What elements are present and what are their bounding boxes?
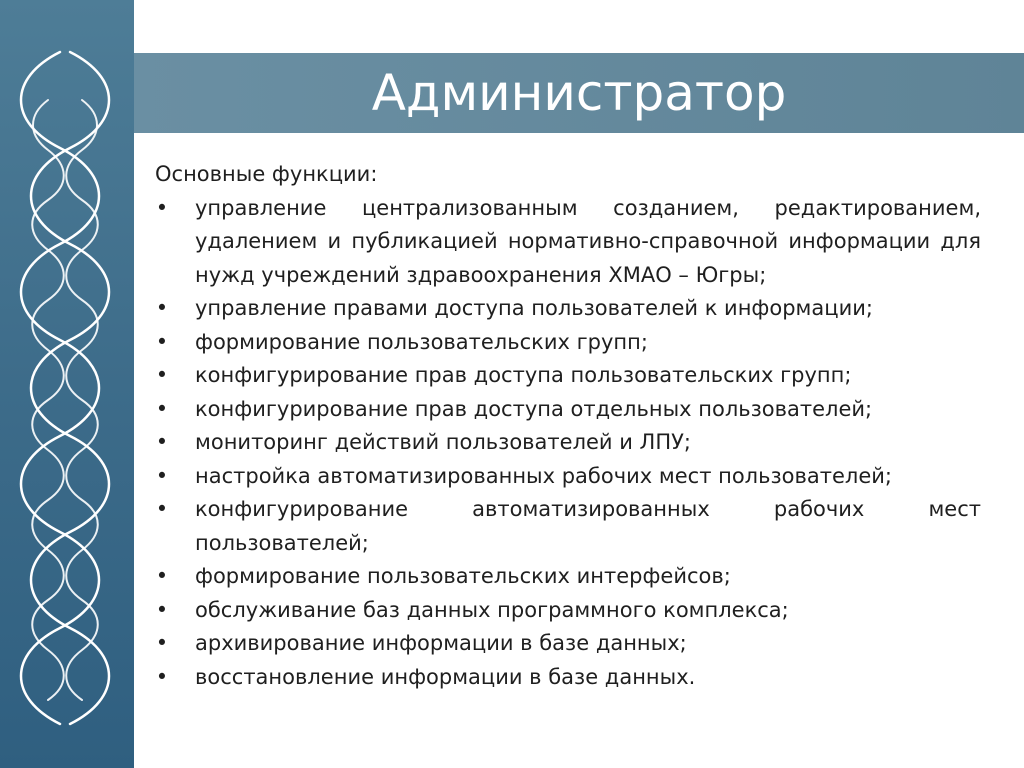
list-item-text: восстановление информации в базе данных. [195,664,696,689]
list-item-text: конфигурирование прав доступа пользовательских групп; [195,363,852,387]
helix-ornament [0,0,134,768]
helix-strand-inner-right [66,100,98,700]
title-bar [134,53,1024,133]
list-item-text: управление централизованным созданием, редактированием, удалением и публикацией нормативно-справочной информации для нужд учреждений здравоохранения ХМАО – Югры; [195,195,981,287]
list-item [155,627,981,661]
list-item [155,359,981,393]
list-item [155,292,981,326]
bullet-icon: • [155,195,169,220]
bullet-icon: • [155,430,169,454]
list-item-text: формирование пользовательских интерфейсов; [195,564,731,588]
bullet-icon: • [155,463,169,488]
slide-body [155,158,981,694]
list-item [155,192,981,293]
list-item [155,326,981,360]
list-item-text: формирование пользовательских групп; [195,329,648,354]
function-list [155,192,981,695]
bullet-icon: • [155,296,169,320]
bullet-icon: • [155,564,169,588]
list-item-text: конфигурирование прав доступа отдельных пользователей; [195,396,873,421]
list-item-text: мониторинг действий пользователей и ЛПУ; [195,430,692,454]
list-item-text: архивирование информации в базе данных; [195,631,687,655]
list-item [155,661,981,695]
bullet-icon: • [155,597,169,622]
list-item-text: конфигурирование автоматизированных рабочих мест пользователей; [195,497,981,555]
side-decoration-panel [0,0,134,768]
bullet-icon: • [155,363,169,387]
list-item [155,560,981,594]
helix-strand-inner-left [32,100,64,700]
list-item [155,426,981,460]
slide-title: Администратор [371,64,787,122]
bullet-icon: • [155,631,169,655]
list-item [155,493,981,560]
bullet-icon: • [155,497,169,521]
bullet-icon: • [155,396,169,421]
bullet-icon: • [155,664,169,689]
list-item [155,594,981,628]
section-heading: Основные функции: [155,162,378,186]
list-item-text: обслуживание баз данных программного комплекса; [195,597,789,622]
list-item [155,460,981,494]
list-item-text: настройка автоматизированных рабочих мест пользователей; [195,463,892,488]
list-item [155,393,981,427]
bullet-icon: • [155,329,169,354]
list-item-text: управление правами доступа пользователей к информации; [195,296,873,320]
